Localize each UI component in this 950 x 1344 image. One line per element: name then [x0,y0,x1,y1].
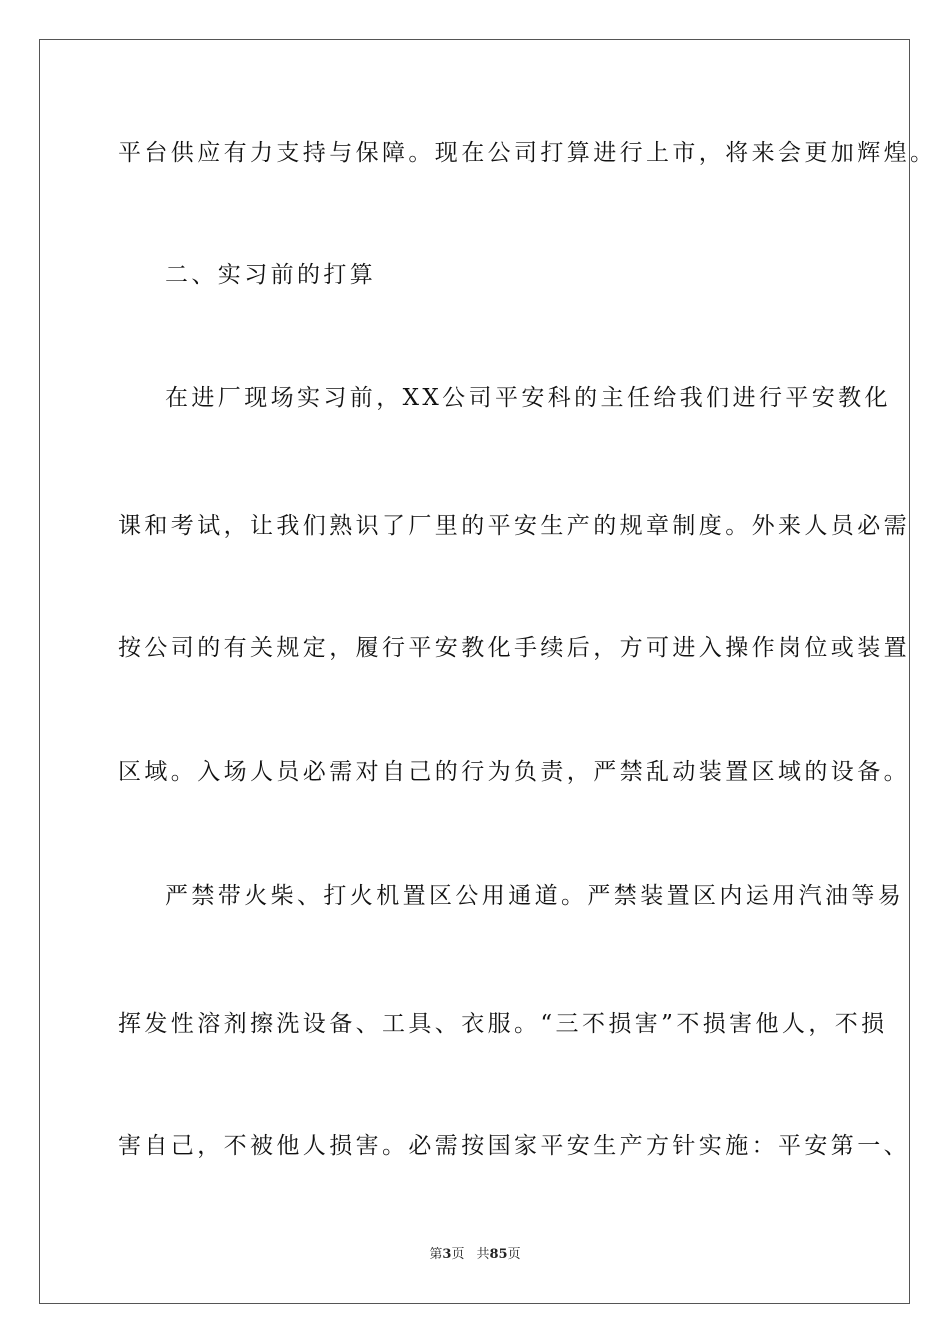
footer-total-prefix: 共 [476,1247,490,1262]
page-border [39,39,937,1304]
body-text-line: 按公司的有关规定，履行平安教化手续后，方可进入操作岗位或装置 [118,635,910,661]
footer-total-unit: 页 [507,1247,521,1262]
page-footer [0,1247,950,1263]
footer-current-page: 3 [442,1247,452,1262]
body-text-line: 害自己，不被他人损害。必需按国家平安生产方针实施：平安第一、 [118,1133,910,1159]
footer-page-prefix: 第 [429,1247,443,1262]
body-text-line: 严禁带火柴、打火机置区公用通道。严禁装置区内运用汽油等易 [165,883,905,909]
footer-page-unit: 页 [451,1247,465,1262]
footer-total-pages: 85 [489,1247,508,1262]
body-text-line: 平台供应有力支持与保障。现在公司打算进行上市，将来会更加辉煌。 [118,140,937,166]
body-text-line: 区域。入场人员必需对自己的行为负责，严禁乱动装置区域的设备。 [118,759,910,785]
body-text-line: 挥发性溶剂擦洗设备、工具、衣服。“三不损害”不损害他人，不损 [118,1011,888,1037]
section-heading: 二、实习前的打算 [165,262,377,288]
body-text-line: 在进厂现场实习前，XX公司平安科的主任给我们进行平安教化 [165,385,891,411]
body-text-line: 课和考试，让我们熟识了厂里的平安生产的规章制度。外来人员必需 [118,513,910,539]
